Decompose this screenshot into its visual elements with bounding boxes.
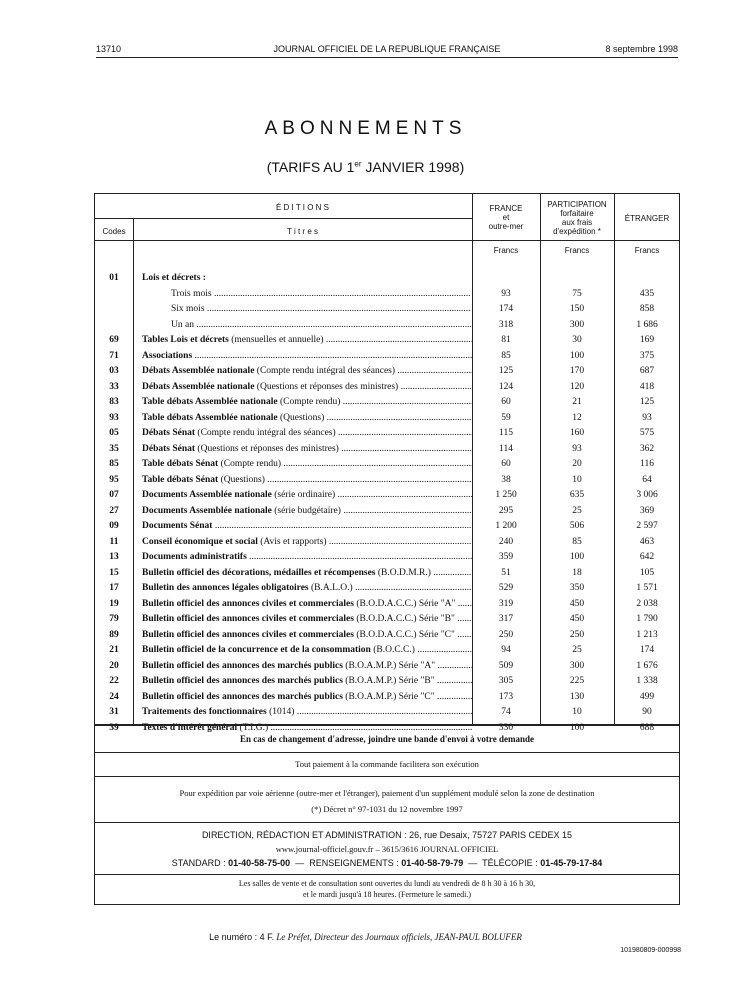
row-title-main: Bulletin officiel de la concurrence et de la consommation <box>142 645 371 655</box>
hours-line-1: Les salles de vente et de consultation sont ouvertes du lundi au vendredi de 8 h 30 à 16 h 30, <box>238 879 536 888</box>
price-participation: 75 <box>572 288 582 299</box>
row-title-main: Documents Sénat <box>142 521 213 531</box>
row-code: 15 <box>109 567 119 578</box>
row-code: 95 <box>109 474 119 485</box>
table-row <box>95 364 679 379</box>
subtitle-post: JANVIER 1998) <box>361 159 465 175</box>
table-row <box>95 287 679 302</box>
row-title <box>142 628 472 643</box>
table-row <box>95 395 679 410</box>
row-code: 07 <box>109 490 119 500</box>
phone-line: STANDARD : 01-40-58-75-00 — RENSEIGNEMENTS : 01-40-58-79-79 — TÉLÉCOPIE : 01-45-79-17-84 <box>171 858 603 868</box>
page-number: 13710 <box>96 44 122 54</box>
editions-label: É D I T I O N S <box>275 203 330 212</box>
editions-underline <box>95 218 472 219</box>
row-title-main: Bulletin officiel des annonces civiles et commerciales <box>142 614 354 624</box>
table-row <box>95 566 679 581</box>
table-row <box>95 550 679 565</box>
table-row <box>95 411 679 426</box>
row-title <box>142 612 472 627</box>
row-code: 39 <box>109 722 119 733</box>
row-title <box>142 488 472 503</box>
hours-line-2: et le mardi jusqu'à 18 heures. (Fermeture le samedi.) <box>302 890 472 899</box>
price-participation: 85 <box>572 536 582 547</box>
row-code: 35 <box>109 443 119 454</box>
price-etranger: 1 676 <box>636 660 658 671</box>
telecopie-number: 01-45-79-17-84 <box>540 858 603 868</box>
price-participation: 25 <box>572 645 582 655</box>
price-etranger: 3 006 <box>636 490 658 500</box>
price-france: 125 <box>498 366 514 376</box>
row-title <box>142 473 472 488</box>
row-code: 11 <box>109 536 119 547</box>
row-code: 69 <box>109 335 119 345</box>
price-participation: 225 <box>569 676 585 686</box>
row-code: 83 <box>109 397 119 407</box>
row-title <box>142 659 472 674</box>
row-code: 22 <box>109 676 119 686</box>
row-title-detail: (mensuelles et annuelle) <box>228 335 324 345</box>
price-etranger: 174 <box>639 645 655 655</box>
website-line: www.journal-officiel.gouv.fr – 3615/3616 JOURNAL OFFICIEL <box>275 844 499 854</box>
price-france: 51 <box>501 567 511 578</box>
row-title <box>171 302 471 317</box>
row-title-detail: (Questions) <box>277 412 325 423</box>
col-etranger-header: ÉTRANGER <box>624 214 670 223</box>
price-france: 74 <box>501 707 511 717</box>
row-title <box>142 690 472 705</box>
table-row <box>95 659 679 674</box>
row-title <box>142 550 472 565</box>
row-title <box>142 333 472 348</box>
row-title-detail: (Questions et réponses des ministres) <box>195 443 339 454</box>
row-title-detail: (Compte rendu) <box>218 459 281 469</box>
col-france-header <box>472 204 540 231</box>
price-etranger: 418 <box>639 381 655 392</box>
table-row <box>95 535 679 550</box>
table-row <box>95 426 679 441</box>
standard-label: STANDARD : <box>171 858 226 868</box>
price-france: 94 <box>501 645 511 655</box>
price-etranger: 1 571 <box>636 583 658 593</box>
table-row <box>95 271 679 286</box>
row-title <box>142 426 472 441</box>
row-title-main: Documents Assemblée nationale <box>142 505 272 516</box>
row-code: 31 <box>109 707 119 717</box>
row-title-main: Bulletin officiel des annonces des marchés publics <box>142 676 343 686</box>
row-code: 20 <box>109 660 119 671</box>
price-etranger: 463 <box>639 536 655 547</box>
price-participation: 450 <box>569 614 585 624</box>
table-row <box>95 705 679 720</box>
row-title-detail: (série budgétaire) <box>271 505 341 516</box>
row-code: 17 <box>109 583 119 593</box>
price-etranger: 375 <box>639 350 655 361</box>
tariff-table <box>94 193 680 733</box>
table-row <box>95 488 679 503</box>
direction-address: DIRECTION, RÉDACTION ET ADMINISTRATION : 26, rue Desaix, 75727 PARIS CEDEX 15 <box>201 830 573 840</box>
airmail-text: Pour expédition par voie aérienne (outre-mer et l'étranger), paiement d'un supplément modulé selon la zone de destination <box>179 788 595 798</box>
row-title-main: Table débats Sénat <box>142 474 219 485</box>
price-etranger: 362 <box>639 443 655 454</box>
row-code: 33 <box>109 381 119 392</box>
price-france: 305 <box>498 676 514 686</box>
price-france: 295 <box>498 505 514 516</box>
price-etranger: 369 <box>639 505 655 516</box>
table-row <box>95 302 679 317</box>
price-etranger: 687 <box>639 366 655 376</box>
table-row <box>95 674 679 689</box>
price-participation: 300 <box>569 319 585 330</box>
codes-label: Codes <box>102 227 126 236</box>
price-participation: 635 <box>569 490 585 500</box>
row-title-detail: Un an <box>171 319 194 330</box>
telecopie-label: TÉLÉCOPIE : <box>482 858 538 868</box>
row-title-main: Bulletin des annonces légales obligatoires <box>142 583 309 593</box>
table-row <box>95 690 679 705</box>
col-participation-l3: aux frais <box>561 218 593 227</box>
row-title-detail: (B.O.C.C.) <box>370 645 415 655</box>
row-title-main: Bulletin officiel des annonces civiles et commerciales <box>142 598 354 609</box>
price-france: 173 <box>498 691 514 702</box>
subtitle-sup: er <box>354 159 362 169</box>
price-participation: 12 <box>572 412 582 423</box>
price-france: 59 <box>501 412 511 423</box>
table-row <box>95 442 679 457</box>
row-code: 27 <box>109 505 119 516</box>
row-title <box>142 411 472 426</box>
price-participation: 130 <box>569 691 585 702</box>
row-title-detail: (Compte rendu intégral des séances) <box>195 428 336 438</box>
table-row <box>95 318 679 333</box>
row-title <box>142 442 472 457</box>
row-code: 03 <box>109 366 119 376</box>
price-france: 318 <box>498 319 514 330</box>
row-title <box>142 674 472 689</box>
price-etranger: 64 <box>642 474 652 485</box>
col-france-l2: et <box>502 213 510 222</box>
price-participation: 10 <box>572 474 582 485</box>
col-participation-header <box>540 200 614 236</box>
price-participation: 21 <box>572 397 582 407</box>
price-participation: 18 <box>572 567 582 578</box>
price-france: 359 <box>498 552 514 562</box>
issue-date: 8 septembre 1998 <box>605 44 678 54</box>
row-title-main: Table débats Assemblée nationale <box>142 397 278 407</box>
row-title <box>142 597 472 612</box>
row-code: 85 <box>109 459 119 469</box>
page-subtitle <box>0 159 731 175</box>
titres-label: T i t r e s <box>287 227 318 236</box>
currency-france: Francs <box>493 246 519 255</box>
row-title <box>142 395 472 410</box>
col-france-l1: FRANCE <box>489 204 523 213</box>
price-france: 1 250 <box>495 490 517 500</box>
row-title <box>142 519 472 534</box>
price-france: 529 <box>498 583 514 593</box>
price-france: 509 <box>498 660 514 671</box>
payment-note: Tout paiement à la commande facilitera son exécution <box>95 752 679 776</box>
row-title <box>142 364 472 379</box>
price-etranger: 1 686 <box>636 319 658 330</box>
table-row <box>95 519 679 534</box>
page-footer <box>0 932 731 942</box>
price-france: 330 <box>498 722 514 733</box>
price-etranger: 125 <box>639 397 655 407</box>
row-title-main: Lois et décrets : <box>142 273 206 283</box>
row-title-main: Documents Assemblée nationale <box>142 490 272 500</box>
price-etranger: 858 <box>639 304 655 314</box>
price-etranger: 105 <box>639 567 655 578</box>
row-title-detail: (B.O.D.M.R.) <box>375 567 431 578</box>
table-row <box>95 349 679 364</box>
price-participation: 160 <box>569 428 585 438</box>
price-etranger: 93 <box>642 412 652 423</box>
row-title-main: Associations <box>142 350 193 361</box>
issue-price: Le numéro : 4 F. <box>209 932 275 942</box>
row-title <box>142 581 472 596</box>
row-title-main: Textes d'intérêt général <box>142 722 238 733</box>
table-row <box>95 504 679 519</box>
row-title-detail: (1014) <box>266 707 295 717</box>
table-row <box>95 457 679 472</box>
row-title <box>142 705 472 720</box>
price-participation: 100 <box>569 552 585 562</box>
price-etranger: 1 213 <box>636 629 658 640</box>
price-participation: 150 <box>569 304 585 314</box>
renseignements-label: RENSEIGNEMENTS : <box>309 858 399 868</box>
row-title-detail: (B.O.A.M.P.) Série "B" <box>342 676 435 686</box>
row-title-main: Table débats Assemblée nationale <box>142 412 278 423</box>
row-title-main: Traitements des fonctionnaires <box>142 707 267 717</box>
row-title-main: Bulletin officiel des annonces civiles et commerciales <box>142 629 354 640</box>
table-row <box>95 643 679 658</box>
row-title-main: Tables Lois et décrets <box>142 335 229 345</box>
price-participation: 30 <box>572 335 582 345</box>
row-title <box>142 457 472 472</box>
subtitle-pre: (TARIFS AU 1 <box>266 159 355 175</box>
row-title-main: Bulletin officiel des annonces des marchés publics <box>142 660 343 671</box>
price-etranger: 1 790 <box>636 614 658 624</box>
direction-block <box>95 822 679 874</box>
page-title: ABONNEMENTS <box>264 118 467 139</box>
address-change-note: En cas de changement d'adresse, joindre une bande d'envoi à votre demande <box>95 725 679 752</box>
row-title <box>142 349 472 364</box>
price-etranger: 1 338 <box>636 676 658 686</box>
price-participation: 350 <box>569 583 585 593</box>
price-france: 174 <box>498 304 514 314</box>
document-reference: 101980809-000998 <box>620 947 681 954</box>
table-row <box>95 612 679 627</box>
price-france: 319 <box>498 598 514 609</box>
price-participation: 300 <box>569 660 585 671</box>
table-row <box>95 628 679 643</box>
row-title <box>142 535 472 550</box>
row-title-detail: (Avis et rapports) <box>257 536 327 547</box>
airmail-note <box>95 776 679 822</box>
row-title-detail: Trois mois <box>171 288 212 299</box>
row-title-detail: (Compte rendu) <box>277 397 341 407</box>
row-title <box>142 643 472 658</box>
header-rule-table <box>95 240 679 241</box>
row-title-main: Table débats Sénat <box>142 459 219 469</box>
row-title-detail: (B.O.A.M.P.) Série "A" <box>342 660 436 671</box>
price-participation: 93 <box>572 443 582 454</box>
price-france: 124 <box>498 381 514 392</box>
price-etranger: 499 <box>639 691 655 702</box>
price-participation: 100 <box>569 350 585 361</box>
price-etranger: 90 <box>642 707 652 717</box>
table-row <box>95 380 679 395</box>
row-title <box>171 318 471 333</box>
renseignements-number: 01-40-58-79-79 <box>401 858 464 868</box>
price-participation: 25 <box>572 505 582 516</box>
row-code: 19 <box>109 598 119 609</box>
row-title-detail: (B.O.D.A.C.C.) Série "C" <box>353 629 455 640</box>
price-france: 85 <box>501 350 511 361</box>
row-title-detail: (série ordinaire) <box>271 490 336 500</box>
currency-participation: Francs <box>564 246 590 255</box>
row-code: 05 <box>109 428 119 438</box>
price-etranger: 642 <box>639 552 655 562</box>
price-etranger: 435 <box>639 288 655 299</box>
row-title-detail: (B.O.A.M.P.) Série "C" <box>342 691 435 702</box>
currency-etranger: Francs <box>634 246 660 255</box>
journal-name: JOURNAL OFFICIEL DE LA REPUBLIQUE FRANÇAISE <box>273 44 501 54</box>
price-etranger: 2 597 <box>636 521 658 531</box>
row-code: 24 <box>109 691 119 702</box>
row-title-main: Conseil économique et social <box>142 536 258 547</box>
row-code: 09 <box>109 521 119 531</box>
price-etranger: 116 <box>640 459 654 469</box>
row-title <box>142 380 472 395</box>
row-code: 01 <box>109 273 119 283</box>
row-title-detail: (Questions et réponses des ministres) <box>254 381 399 392</box>
price-participation: 450 <box>569 598 585 609</box>
row-title <box>142 271 472 286</box>
row-code: 89 <box>109 629 119 640</box>
price-participation: 20 <box>572 459 582 469</box>
price-participation: 170 <box>569 366 585 376</box>
price-participation: 10 <box>572 707 582 717</box>
price-france: 81 <box>501 335 511 345</box>
decree-text: (*) Décret n° 97-1031 du 12 novembre 1997 <box>311 804 463 814</box>
prefet-line: Le Préfet, Directeur des Journaux officiels, JEAN-PAUL BOLUFER <box>276 932 522 942</box>
row-title-main: Débats Assemblée nationale <box>142 366 255 376</box>
row-title-main: Débats Sénat <box>142 428 196 438</box>
table-row <box>95 597 679 612</box>
price-etranger: 169 <box>639 335 655 345</box>
row-title-main: Débats Assemblée nationale <box>142 381 255 392</box>
row-title-detail: (Compte rendu intégral des séances) <box>254 366 396 376</box>
opening-hours <box>95 874 679 904</box>
price-france: 93 <box>501 288 511 299</box>
notes-block <box>94 722 680 905</box>
header-rule <box>96 57 678 58</box>
row-title-main: Documents administratifs <box>142 552 247 562</box>
row-title <box>142 566 472 581</box>
col-france-l3: outre-mer <box>488 222 524 231</box>
price-france: 317 <box>498 614 514 624</box>
price-participation: 506 <box>569 521 585 531</box>
row-title-detail: (Questions) <box>218 474 265 485</box>
row-title-main: Bulletin officiel des décorations, médailles et récompenses <box>142 567 376 578</box>
price-france: 60 <box>501 397 511 407</box>
price-france: 114 <box>499 443 513 454</box>
table-row <box>95 333 679 348</box>
price-etranger: 575 <box>639 428 655 438</box>
price-participation: 100 <box>569 722 585 733</box>
row-title <box>142 504 472 519</box>
price-france: 115 <box>499 428 513 438</box>
row-title-detail: (B.A.L.O.) <box>308 583 353 593</box>
table-row <box>95 473 679 488</box>
price-etranger: 688 <box>639 722 655 733</box>
row-title <box>171 287 471 302</box>
standard-number: 01-40-58-75-00 <box>228 858 291 868</box>
price-participation: 250 <box>569 629 585 640</box>
table-row <box>95 581 679 596</box>
row-title-detail: Six mois <box>171 304 205 314</box>
price-etranger: 2 038 <box>636 598 658 609</box>
price-france: 60 <box>501 459 511 469</box>
price-france: 38 <box>501 474 511 485</box>
row-code: 71 <box>109 350 119 361</box>
row-code: 21 <box>109 645 119 655</box>
page-header <box>96 44 678 58</box>
col-participation-l4: d'expédition * <box>553 227 601 236</box>
col-participation-l1: PARTICIPATION <box>547 200 607 209</box>
row-title-detail: (B.O.D.A.C.C.) Série "A" <box>353 598 456 609</box>
price-france: 240 <box>498 536 514 547</box>
col-participation-l2: forfaitaire <box>560 209 594 218</box>
row-title-main: Bulletin officiel des annonces des marchés publics <box>142 691 343 702</box>
row-code: 93 <box>109 412 119 423</box>
row-title-detail: (B.O.D.A.C.C.) Série "B" <box>353 614 455 624</box>
row-title-detail: (T.I.G.) <box>237 722 269 733</box>
price-participation: 120 <box>569 381 585 392</box>
price-france: 1 200 <box>495 521 517 531</box>
row-code: 13 <box>109 552 119 562</box>
row-code: 79 <box>109 614 119 624</box>
row-title-main: Débats Sénat <box>142 443 196 454</box>
price-france: 250 <box>498 629 514 640</box>
